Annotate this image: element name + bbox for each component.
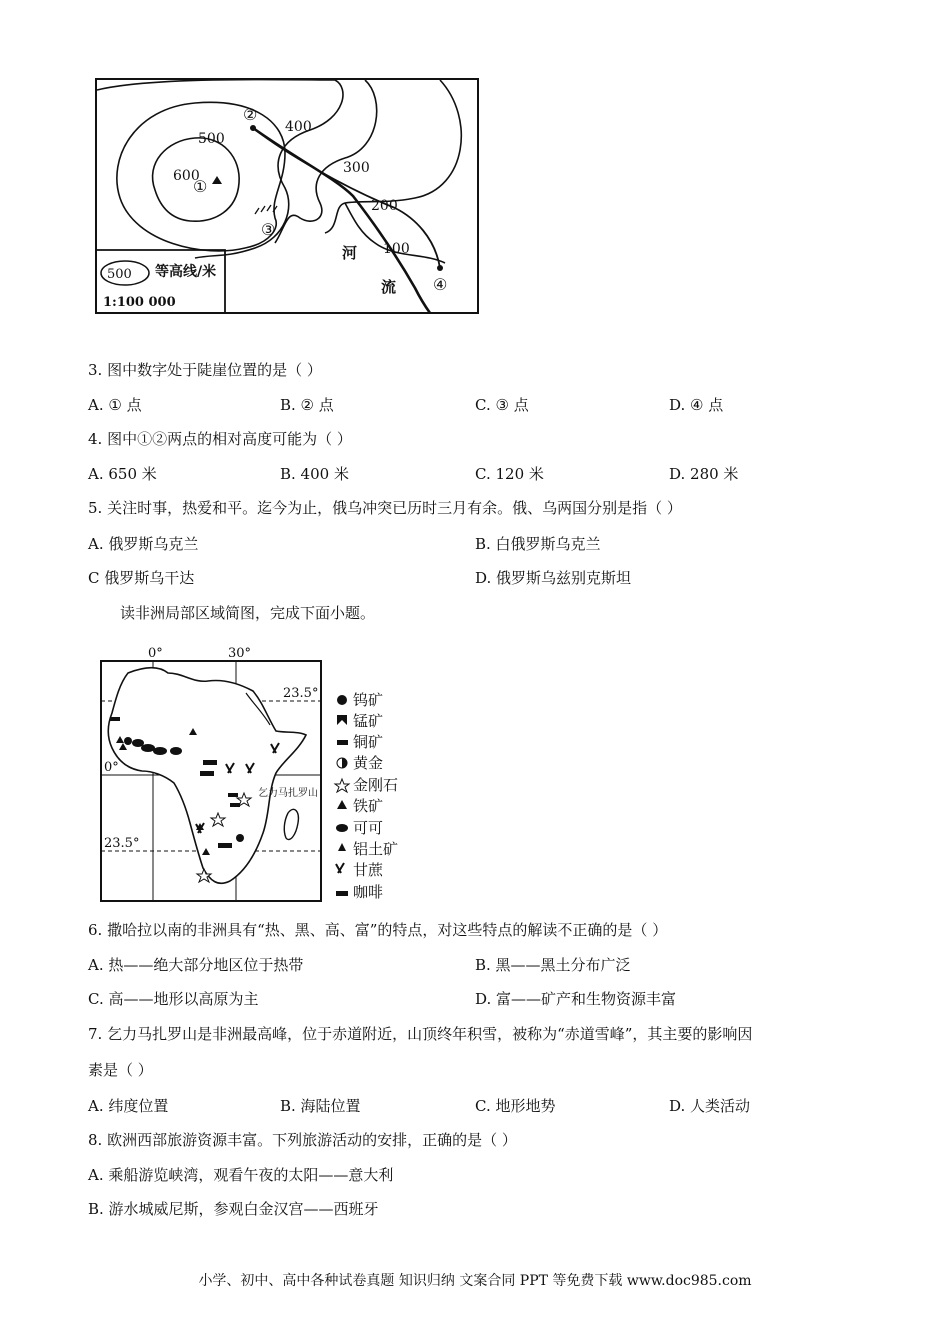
label-600: 600 [173,168,200,184]
question-8-option-b: B. 游水城威尼斯，参观白金汉宫——西班牙 [88,1200,379,1218]
question-3-option-b: B. ② 点 [280,396,334,414]
question-5-option-b: B. 白俄罗斯乌克兰 [475,535,601,553]
label-lon-0: 0° [148,646,163,661]
question-8-option-a: A. 乘船游览峡湾，观看午夜的太阳——意大利 [88,1166,394,1184]
question-6-option-b: B. 黑——黑土分布广泛 [475,956,631,974]
legend-label: 等高线/米 [155,264,217,280]
label-point-1: ① [193,177,208,196]
legend-sample-value: 500 [107,267,132,282]
label-lon-30: 30° [228,646,252,661]
legend-item-manganese: 锰矿 [353,712,384,730]
point-4-dot [437,265,443,271]
label-200: 200 [371,198,398,214]
legend-item-iron: 铁矿 [353,797,384,815]
page-footer: 小学、初中、高中各种试卷真题 知识归纳 文案合同 PPT 等免费下载 www.doc985.com [198,1273,752,1289]
label-point-3: ③ [261,220,276,239]
question-6-option-d: D. 富——矿产和生物资源丰富 [475,990,677,1008]
question-7-stem-line-1: 7. 乞力马扎罗山是非洲最高峰，位于赤道附近，山顶终年积雪，被称为“赤道雪峰”，其主要的影响因 [88,1025,753,1043]
label-500: 500 [198,131,225,147]
question-3-option-c: C. ③ 点 [475,396,529,414]
question-4-stem: 4. 图中①②两点的相对高度可能为（ ） [88,430,352,448]
question-5-stem: 5. 关注时事，热爱和平。迄今为止，俄乌冲突已历时三月有余。俄、乌两国分别是指（ ） [88,499,682,517]
question-3-option-d: D. ④ 点 [669,396,724,414]
label-point-2: ② [243,105,258,124]
question-6-option-c: C. 高——地形以高原为主 [88,990,259,1008]
label-100: 100 [383,241,410,257]
label-river-1: 河 [342,244,358,262]
africa-map-legend [335,695,349,896]
legend-item-cocoa: 可可 [353,819,384,837]
question-3-option-a: A. ① 点 [88,396,142,414]
label-kilimanjaro: 乞力马扎罗山 [258,788,318,799]
legend-item-diamond: 金刚石 [353,776,399,794]
label-lat-south: 23.5° [104,836,140,851]
label-400: 400 [285,119,312,135]
question-7-option-c: C. 地形地势 [475,1097,556,1115]
question-8-stem: 8. 欧洲西部旅游资源丰富。下列旅游活动的安排，正确的是（ ） [88,1131,517,1149]
question-4-option-c: C. 120 米 [475,465,544,483]
point-2-dot [250,125,256,131]
question-7-option-d: D. 人类活动 [669,1097,751,1115]
label-river-2: 流 [381,278,397,296]
label-equator: 0° [104,760,119,775]
question-5-option-d: D. 俄罗斯乌兹别克斯坦 [475,569,632,587]
legend-item-gold: 黄金 [353,754,384,772]
legend-item-sugarcane: 甘蔗 [353,861,384,879]
question-7-stem-line-2: 素是（ ） [88,1061,153,1079]
contour-map [95,78,480,316]
africa-intro: 读非洲局部区域简图，完成下面小题。 [120,604,376,622]
question-7-option-a: A. 纬度位置 [88,1097,169,1115]
label-point-4: ④ [433,275,448,294]
question-4-option-b: B. 400 米 [280,465,349,483]
africa-map [98,643,418,905]
legend-item-copper: 铜矿 [353,733,384,751]
label-300: 300 [343,160,370,176]
legend-item-coffee: 咖啡 [353,883,384,901]
label-lat-north: 23.5° [283,686,319,701]
legend-item-bauxite: 铝土矿 [353,840,399,858]
legend-scale: 1:100 000 [103,295,176,310]
question-5-option-c: C 俄罗斯乌干达 [88,569,195,587]
question-3-stem: 3. 图中数字处于陡崖位置的是（ ） [88,361,322,379]
question-6-stem: 6. 撒哈拉以南的非洲具有“热、黑、高、富”的特点，对这些特点的解读不正确的是（ ） [88,921,668,939]
question-7-option-b: B. 海陆位置 [280,1097,361,1115]
question-5-option-a: A. 俄罗斯乌克兰 [88,535,199,553]
question-6-option-a: A. 热——绝大部分地区位于热带 [88,956,304,974]
legend-item-tungsten: 钨矿 [353,691,384,709]
question-4-option-d: D. 280 米 [669,465,739,483]
question-4-option-a: A. 650 米 [88,465,157,483]
